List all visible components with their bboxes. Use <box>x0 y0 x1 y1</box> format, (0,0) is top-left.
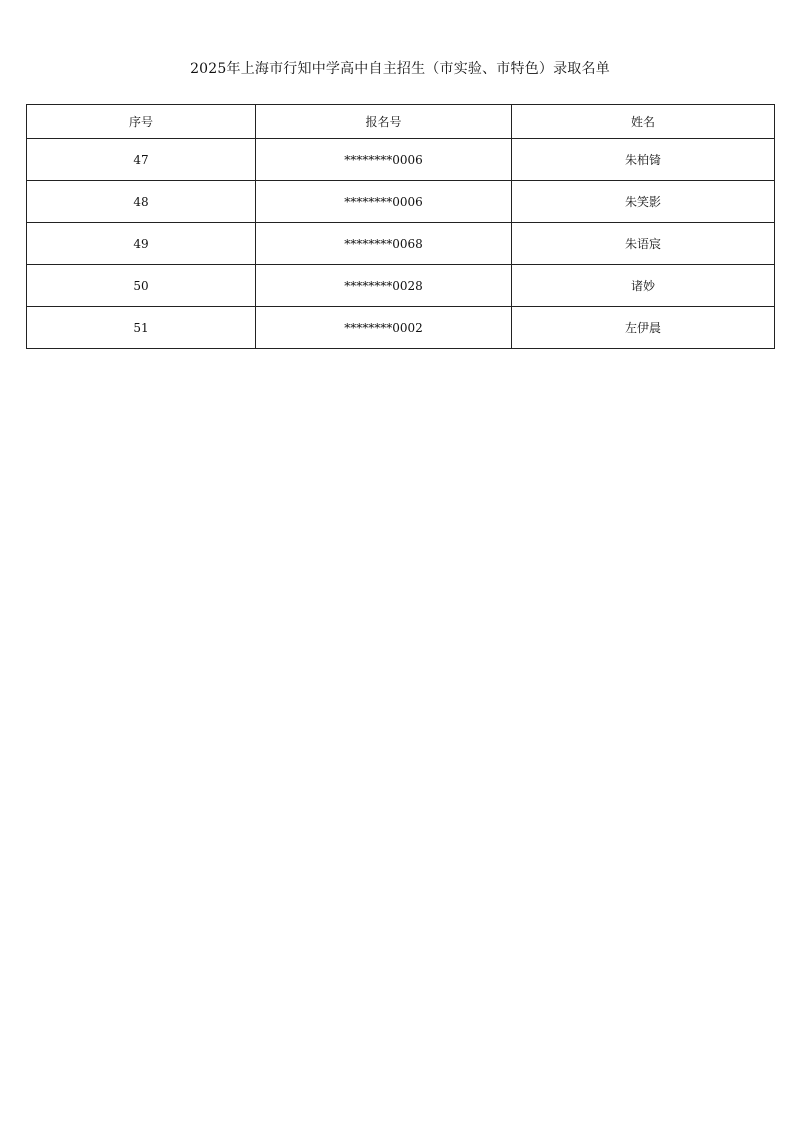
cell-serial: 49 <box>27 223 256 265</box>
page-title: 2025年上海市行知中学高中自主招生（市实验、市特色）录取名单 <box>190 61 610 77</box>
cell-registration: ********0028 <box>256 265 512 307</box>
table-header-row <box>27 105 775 139</box>
table-row <box>27 181 775 223</box>
cell-serial: 50 <box>27 265 256 307</box>
table-row <box>27 307 775 349</box>
cell-name: 朱柏锜 <box>512 139 775 181</box>
cell-registration: ********0068 <box>256 223 512 265</box>
cell-registration: ********0002 <box>256 307 512 349</box>
column-header-registration: 报名号 <box>256 105 512 139</box>
table-row <box>27 139 775 181</box>
cell-name: 朱语宸 <box>512 223 775 265</box>
table-row <box>27 223 775 265</box>
column-header-serial: 序号 <box>27 105 256 139</box>
cell-name: 诸妙 <box>512 265 775 307</box>
cell-serial: 51 <box>27 307 256 349</box>
cell-registration: ********0006 <box>256 181 512 223</box>
column-header-name: 姓名 <box>512 105 775 139</box>
cell-registration: ********0006 <box>256 139 512 181</box>
table-row <box>27 265 775 307</box>
admission-table <box>26 104 775 349</box>
cell-name: 朱笑影 <box>512 181 775 223</box>
cell-serial: 47 <box>27 139 256 181</box>
cell-name: 左伊晨 <box>512 307 775 349</box>
cell-serial: 48 <box>27 181 256 223</box>
